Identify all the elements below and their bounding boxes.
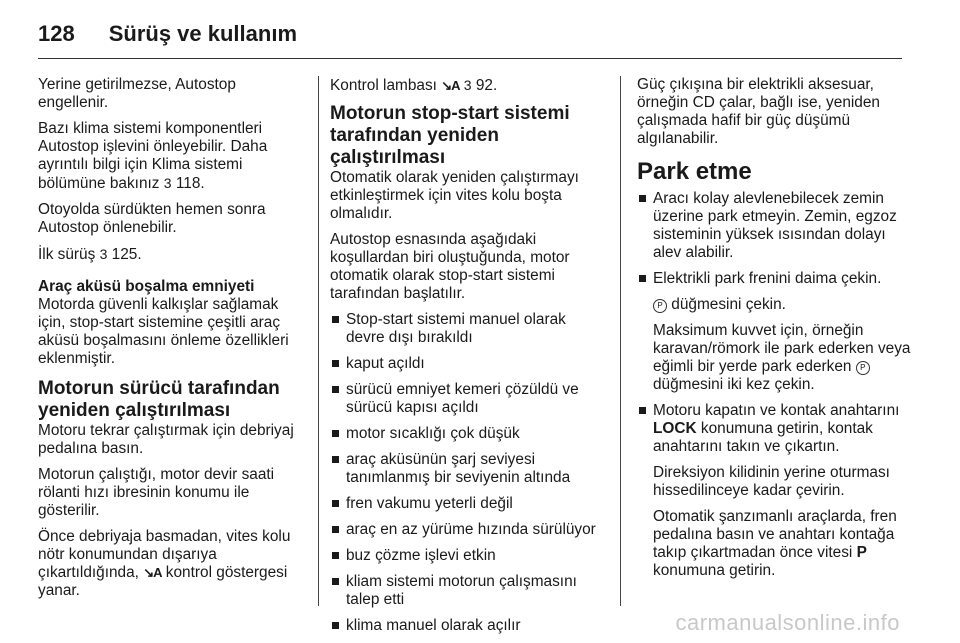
list-item: fren vakumu yeterli değil xyxy=(330,495,608,513)
paragraph: Önce debriyaja basmadan, vites kolu nötr konumundan dışarıya çıkartıldığında, ↘A kontrol göstergesi yanar. xyxy=(38,528,291,599)
list-item: araç aküsünün şarj seviyesi tanımlanmış bir seviyenin altında xyxy=(330,451,608,487)
paragraph: Otoyolda sürdükten hemen sonra Autostop önlenebilir. xyxy=(38,201,266,236)
condition-list xyxy=(330,311,608,635)
section-heading: Motorun sürücü tarafından yeniden çalıştırılması xyxy=(38,378,280,421)
column-3 xyxy=(637,76,912,588)
list-item: Stop-start sistemi manuel olarak devre dışı bırakıldı xyxy=(330,311,608,347)
paragraph: Kontrol lambası ↘A 3 92. xyxy=(330,77,498,94)
header-rule xyxy=(38,58,902,59)
column-1 xyxy=(38,76,310,608)
list-item: kaput açıldı xyxy=(330,355,608,373)
page-header xyxy=(38,14,297,54)
list-item: Motoru kapatın ve kontak anahtarını LOCK konumuna getirin, kontak anahtarını takın ve çıkartın. Direksiyon kilidinin yerine oturması hissedilinceye kadar çevirin. Otomatik şanzımanlı araçlarda, fren pedalına basın ve anahtarı kontağa takıp çıkartmadan önce vitesi P konumuna getirin. xyxy=(637,402,912,580)
paragraph: Autostop esnasında aşağıdaki koşullardan biri oluştuğunda, motor otomatik olarak stop-start sistemi tarafından başlatılır. xyxy=(330,231,570,302)
column-divider-2 xyxy=(620,76,621,606)
list-item: kliam sistemi motorun çalışmasını talep etti xyxy=(330,573,608,609)
section-heading: Motorun stop-start sistemi tarafından yeniden çalıştırılması xyxy=(330,103,570,168)
parking-list xyxy=(637,190,912,580)
list-item: Elektrikli park frenini daima çekin. P düğmesini çekin. Maksimum kuvvet için, örneğin karavan/römork ile park ederken veya eğimli bir yerde park ederken P düğmesini iki kez çekin. xyxy=(637,270,912,394)
list-item: sürücü emniyet kemeri çözüldü ve sürücü kapısı açıldı xyxy=(330,381,608,417)
stop-start-lamp-icon: ↘A xyxy=(143,565,162,580)
list-item: klima manuel olarak açılır xyxy=(330,617,608,635)
paragraph: Güç çıkışına bir elektrikli aksesuar, örneğin CD çalar, bağlı ise, yeniden çalışmada hafif bir güç düşümü algılanabilir. xyxy=(637,76,880,147)
parking-brake-icon: P xyxy=(653,299,667,313)
paragraph: Otomatik olarak yeniden çalıştırmayı etkinleştirmek için vites kolu boşta olmalıdır. xyxy=(330,169,579,222)
paragraph: Motoru tekrar çalıştırmak için debriyaj pedalına basın. xyxy=(38,422,294,457)
list-item: Aracı kolay alevlenebilecek zemin üzerine park etmeyin. Zemin, egzoz sisteminin yüksek ısısından dolayı alev alabilir. xyxy=(637,190,912,262)
column-divider-1 xyxy=(318,76,319,606)
paragraph: Motorda güvenli kalkışlar sağlamak için, stop-start sistemine çeşitli araç aküsü boşalmasını önleme özellikleri eklenmiştir. xyxy=(38,296,289,367)
page-title: Sürüş ve kullanım xyxy=(108,21,298,46)
arrow-icon: 3 xyxy=(463,77,472,93)
page-number: 128 xyxy=(38,21,75,46)
column-2 xyxy=(330,76,608,643)
list-item: motor sıcaklığı çok düşük xyxy=(330,425,608,443)
arrow-icon: 3 xyxy=(163,175,172,191)
battery-heading: Araç aküsü boşalma emniyeti xyxy=(38,278,255,295)
parking-brake-icon: P xyxy=(856,361,870,375)
list-item: buz çözme işlevi etkin xyxy=(330,547,608,565)
watermark: carmanualsonline.info xyxy=(675,610,900,635)
paragraph: İlk sürüş 3 125. xyxy=(38,246,142,263)
paragraph: Bazı klima sistemi komponentleri Autostop işlevini önleyebilir. Daha ayrıntılı bilgi için Klima sistemi bölümüne bakınız 3 118. xyxy=(38,120,268,192)
list-item: araç en az yürüme hızında sürülüyor xyxy=(330,521,608,539)
stop-start-lamp-icon: ↘A xyxy=(441,78,460,93)
arrow-icon: 3 xyxy=(99,246,108,262)
section-heading-park: Park etme xyxy=(637,158,752,185)
paragraph: Motorun çalıştığı, motor devir saati rölanti hızı ibresinin konumu ile gösterilir. xyxy=(38,466,275,519)
paragraph: Yerine getirilmezse, Autostop engellenir. xyxy=(38,76,236,111)
